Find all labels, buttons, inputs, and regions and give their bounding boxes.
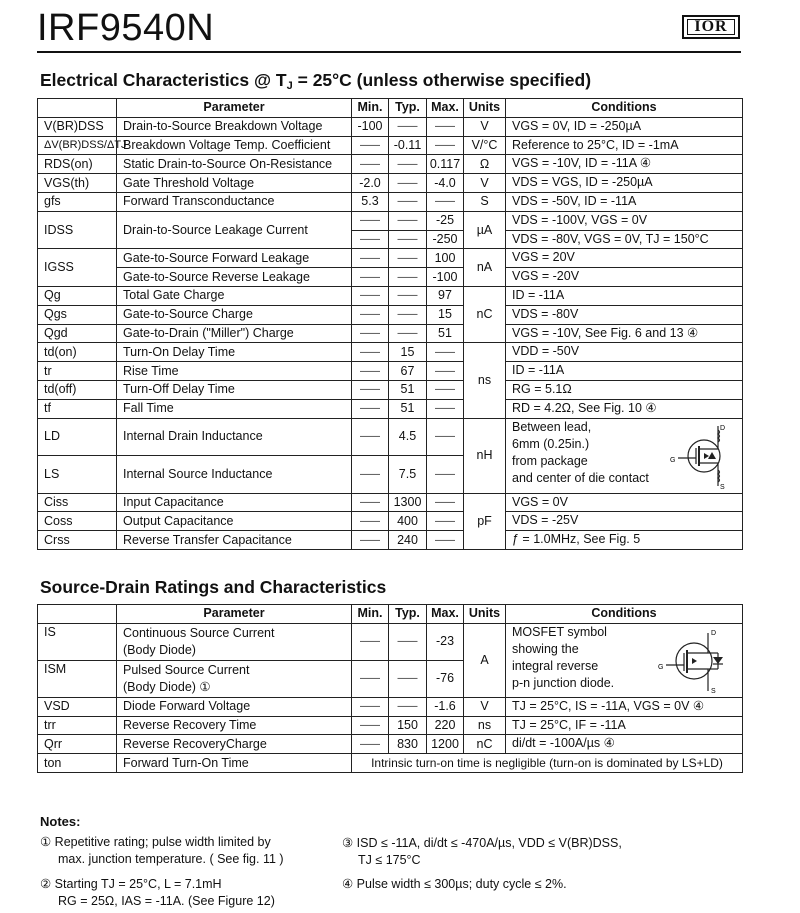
- table-row: [38, 493, 743, 512]
- max-value: ——: [427, 456, 464, 494]
- table-row: [38, 324, 743, 343]
- parameter: Rise Time: [117, 362, 352, 381]
- parameter: Reverse Transfer Capacitance: [117, 531, 352, 550]
- source-label: S: [720, 483, 725, 491]
- inductance-conditions: [506, 418, 743, 493]
- max-value: -25: [427, 211, 464, 230]
- units: V: [464, 174, 506, 193]
- condition-line: and center of die contact: [512, 470, 649, 485]
- max-value: -76: [427, 660, 464, 697]
- notes-title: Notes:: [40, 814, 81, 829]
- conditions: VGS = 20V: [506, 249, 743, 268]
- conditions: VGS = -10V, ID = -11A ④: [506, 155, 743, 174]
- electrical-section-title: Electrical Characteristics @ $T_J = 25^\circ C$ (unless otherwise specified): [40, 70, 592, 92]
- units: nC: [464, 735, 506, 754]
- table-row: [38, 623, 743, 660]
- min-value: ——: [352, 211, 389, 230]
- parameter: Breakdown Voltage Temp. Coefficient: [117, 136, 352, 155]
- table-header-row: [38, 99, 743, 118]
- symbol: ΔV(BR)DSS/ΔTJ: [38, 136, 117, 155]
- max-value: ——: [427, 380, 464, 399]
- table-row: [38, 754, 743, 773]
- typ-value: ——: [389, 192, 427, 211]
- symbol: VGS(th): [38, 174, 117, 193]
- typ-value: ——: [389, 174, 427, 193]
- ir-logo: [682, 15, 740, 39]
- note-1-line-2: max. junction temperature. ( See fig. 11 ): [58, 852, 284, 866]
- min-value: 5.3: [352, 192, 389, 211]
- parameter: Gate-to-Source Reverse Leakage: [117, 268, 352, 287]
- parameter: Internal Source Inductance: [117, 456, 352, 494]
- units: nA: [464, 249, 506, 287]
- parameter: Pulsed Source Current (Body Diode) ①: [117, 660, 352, 697]
- table-row: [38, 136, 743, 155]
- conditions: TJ = 25°C, IS = -11A, VGS = 0V ④: [506, 697, 743, 716]
- symbol: IGSS: [38, 249, 117, 287]
- max-value: 51: [427, 324, 464, 343]
- symbol: LD: [38, 418, 117, 456]
- parameter: Input Capacitance: [117, 493, 352, 512]
- table-row: [38, 286, 743, 305]
- table-row: [38, 697, 743, 716]
- min-value: -2.0: [352, 174, 389, 193]
- col-typ: Typ.: [389, 605, 427, 624]
- table-row: [38, 512, 743, 531]
- parameter: Drain-to-Source Leakage Current: [117, 211, 352, 249]
- conditions: di/dt = -100A/µs ④: [506, 735, 743, 754]
- symbol: IDSS: [38, 211, 117, 249]
- condition-line: integral reverse: [512, 658, 599, 673]
- typ-value: ——: [389, 249, 427, 268]
- min-value: ——: [352, 660, 389, 697]
- note-2-line-2: RG = 25Ω, IAS = -11A. (See Figure 12): [58, 894, 275, 908]
- note-1-line-1: ① Repetitive rating; pulse width limited by: [40, 835, 271, 849]
- conditions: VDS = -100V, VGS = 0V: [506, 211, 743, 230]
- conditions: VDS = VGS, ID = -250µA: [506, 174, 743, 193]
- table-row: [38, 362, 743, 381]
- parameter: Reverse Recovery Time: [117, 716, 352, 735]
- typ-value: 400: [389, 512, 427, 531]
- mosfet-body-diode-symbol-icon: [656, 627, 732, 695]
- source-label: S: [711, 687, 716, 695]
- table-row: [38, 268, 743, 287]
- typ-value: ——: [389, 324, 427, 343]
- max-value: 1200: [427, 735, 464, 754]
- units: V: [464, 117, 506, 136]
- units: A: [464, 623, 506, 697]
- symbol: LS: [38, 456, 117, 494]
- parameter: Reverse RecoveryCharge: [117, 735, 352, 754]
- max-value: 220: [427, 716, 464, 735]
- table-row: [38, 174, 743, 193]
- symbol: td(off): [38, 380, 117, 399]
- table-row: [38, 211, 743, 230]
- typ-value: 150: [389, 716, 427, 735]
- col-max: Max.: [427, 605, 464, 624]
- min-value: ——: [352, 286, 389, 305]
- min-value: ——: [352, 716, 389, 735]
- max-value: 15: [427, 305, 464, 324]
- symbol: td(on): [38, 343, 117, 362]
- min-value: ——: [352, 362, 389, 381]
- conditions: VDS = -50V, ID = -11A: [506, 192, 743, 211]
- col-typ: Typ.: [389, 99, 427, 118]
- condition-line: MOSFET symbol: [512, 624, 607, 639]
- symbol: V(BR)DSS: [38, 117, 117, 136]
- max-value: ——: [427, 192, 464, 211]
- typ-value: 1300: [389, 493, 427, 512]
- note-2-line-1: ② Starting TJ = 25°C, L = 7.1mH: [40, 877, 222, 891]
- conditions: ƒ = 1.0MHz, See Fig. 5: [506, 531, 743, 550]
- table-row: [38, 155, 743, 174]
- typ-value: ——: [389, 305, 427, 324]
- col-parameter: Parameter: [117, 605, 352, 624]
- table-row: [38, 343, 743, 362]
- units: pF: [464, 493, 506, 549]
- typ-value: 830: [389, 735, 427, 754]
- note-3-line-1: ③ ISD ≤ -11A, di/dt ≤ -470A/µs, VDD ≤ V(BR)DSS,: [342, 836, 622, 850]
- parameter: Gate Threshold Voltage: [117, 174, 352, 193]
- parameter: Gate-to-Drain ("Miller") Charge: [117, 324, 352, 343]
- table-row: [38, 192, 743, 211]
- min-value: ——: [352, 136, 389, 155]
- body-diode-conditions: [506, 623, 743, 697]
- parameter: Internal Drain Inductance: [117, 418, 352, 456]
- conditions: TJ = 25°C, IF = -11A: [506, 716, 743, 735]
- symbol: Crss: [38, 531, 117, 550]
- note-4: ④ Pulse width ≤ 300µs; duty cycle ≤ 2%.: [342, 877, 567, 891]
- parameter: Total Gate Charge: [117, 286, 352, 305]
- typ-value: ——: [389, 211, 427, 230]
- units: µA: [464, 211, 506, 249]
- min-value: ——: [352, 324, 389, 343]
- max-value: ——: [427, 343, 464, 362]
- conditions: RD = 4.2Ω, See Fig. 10 ④: [506, 399, 743, 418]
- typ-value: ——: [389, 697, 427, 716]
- typ-value: 51: [389, 399, 427, 418]
- typ-value: 4.5: [389, 418, 427, 456]
- symbol: IS: [38, 623, 117, 660]
- max-value: ——: [427, 117, 464, 136]
- typ-value: ——: [389, 155, 427, 174]
- max-value: ——: [427, 493, 464, 512]
- max-value: 97: [427, 286, 464, 305]
- parameter: Diode Forward Voltage: [117, 697, 352, 716]
- condition-line: Between lead,: [512, 419, 592, 434]
- min-value: ——: [352, 268, 389, 287]
- typ-value: 15: [389, 343, 427, 362]
- min-value: ——: [352, 305, 389, 324]
- parameter: Forward Transconductance: [117, 192, 352, 211]
- table-header-row: [38, 605, 743, 624]
- condition-line: p-n junction diode.: [512, 675, 615, 690]
- turn-on-note: Intrinsic turn-on time is negligible (turn-on is dominated by LS+LD): [352, 754, 743, 773]
- units: nH: [464, 418, 506, 493]
- gate-label: G: [658, 663, 664, 671]
- typ-value: ——: [389, 660, 427, 697]
- parameter: Drain-to-Source Breakdown Voltage: [117, 117, 352, 136]
- min-value: ——: [352, 418, 389, 456]
- symbol: ISM: [38, 660, 117, 697]
- symbol: Coss: [38, 512, 117, 531]
- parameter: Output Capacitance: [117, 512, 352, 531]
- symbol: Qgs: [38, 305, 117, 324]
- typ-value: ——: [389, 286, 427, 305]
- max-value: -1.6: [427, 697, 464, 716]
- parameter: Turn-On Delay Time: [117, 343, 352, 362]
- drain-label: D: [711, 629, 717, 637]
- max-value: ——: [427, 399, 464, 418]
- conditions: Reference to 25°C, ID = -1mA: [506, 136, 743, 155]
- units: Ω: [464, 155, 506, 174]
- max-value: ——: [427, 531, 464, 550]
- condition-line: from package: [512, 453, 588, 468]
- typ-value: -0.11: [389, 136, 427, 155]
- conditions: RG = 5.1Ω: [506, 380, 743, 399]
- parameter: Gate-to-Source Charge: [117, 305, 352, 324]
- min-value: ——: [352, 456, 389, 494]
- min-value: ——: [352, 531, 389, 550]
- max-value: 100: [427, 249, 464, 268]
- units: ns: [464, 716, 506, 735]
- symbol: Qrr: [38, 735, 117, 754]
- table-row: [38, 531, 743, 550]
- max-value: ——: [427, 136, 464, 155]
- min-value: ——: [352, 697, 389, 716]
- conditions: VGS = 0V, ID = -250µA: [506, 117, 743, 136]
- min-value: ——: [352, 623, 389, 660]
- source-drain-section-title: Source-Drain Ratings and Characteristics: [40, 577, 387, 597]
- mosfet-inductance-symbol-icon: [668, 422, 734, 490]
- max-value: -100: [427, 268, 464, 287]
- condition-line: showing the: [512, 641, 579, 656]
- col-conditions: Conditions: [506, 605, 743, 624]
- table-row: [38, 117, 743, 136]
- part-number-title: IRF9540N: [37, 7, 215, 49]
- electrical-table: [37, 98, 743, 550]
- symbol: tr: [38, 362, 117, 381]
- table-row: [38, 399, 743, 418]
- col-parameter: Parameter: [117, 99, 352, 118]
- conditions: ID = -11A: [506, 286, 743, 305]
- units: S: [464, 192, 506, 211]
- symbol: Qg: [38, 286, 117, 305]
- col-units: Units: [464, 99, 506, 118]
- max-value: 0.117: [427, 155, 464, 174]
- symbol: RDS(on): [38, 155, 117, 174]
- max-value: -250: [427, 230, 464, 249]
- min-value: ——: [352, 155, 389, 174]
- max-value: ——: [427, 512, 464, 531]
- col-min: Min.: [352, 99, 389, 118]
- typ-value: ——: [389, 117, 427, 136]
- parameter: Gate-to-Source Forward Leakage: [117, 249, 352, 268]
- symbol: gfs: [38, 192, 117, 211]
- table-row: [38, 380, 743, 399]
- conditions: ID = -11A: [506, 362, 743, 381]
- max-value: ——: [427, 362, 464, 381]
- table-row: [38, 418, 743, 456]
- units: nC: [464, 286, 506, 342]
- min-value: ——: [352, 493, 389, 512]
- col-min: Min.: [352, 605, 389, 624]
- conditions: VDS = -80V, VGS = 0V, TJ = 150°C: [506, 230, 743, 249]
- typ-value: ——: [389, 230, 427, 249]
- typ-value: ——: [389, 268, 427, 287]
- table-row: [38, 716, 743, 735]
- header-divider: [37, 51, 741, 53]
- parameter: Static Drain-to-Source On-Resistance: [117, 155, 352, 174]
- parameter: Fall Time: [117, 399, 352, 418]
- table-row: [38, 305, 743, 324]
- typ-value: 67: [389, 362, 427, 381]
- condition-line: 6mm (0.25in.): [512, 436, 590, 451]
- units: V: [464, 697, 506, 716]
- symbol: tf: [38, 399, 117, 418]
- typ-value: 7.5: [389, 456, 427, 494]
- symbol: trr: [38, 716, 117, 735]
- conditions: VDD = -50V: [506, 343, 743, 362]
- units: V/°C: [464, 136, 506, 155]
- symbol: VSD: [38, 697, 117, 716]
- max-value: ——: [427, 418, 464, 456]
- typ-value: 240: [389, 531, 427, 550]
- conditions: VDS = -80V: [506, 305, 743, 324]
- table-row: [38, 249, 743, 268]
- parameter: Forward Turn-On Time: [117, 754, 352, 773]
- parameter: Turn-Off Delay Time: [117, 380, 352, 399]
- parameter: Continuous Source Current (Body Diode): [117, 623, 352, 660]
- typ-value: 51: [389, 380, 427, 399]
- symbol: Ciss: [38, 493, 117, 512]
- max-value: -4.0: [427, 174, 464, 193]
- gate-label: G: [670, 456, 676, 464]
- conditions: VGS = -10V, See Fig. 6 and 13 ④: [506, 324, 743, 343]
- units: ns: [464, 343, 506, 418]
- symbol: Qgd: [38, 324, 117, 343]
- max-value: -23: [427, 623, 464, 660]
- min-value: ——: [352, 380, 389, 399]
- symbol: ton: [38, 754, 117, 773]
- min-value: -100: [352, 117, 389, 136]
- min-value: ——: [352, 249, 389, 268]
- source-drain-table: [37, 604, 743, 773]
- conditions: VGS = -20V: [506, 268, 743, 287]
- min-value: ——: [352, 735, 389, 754]
- logo-text: IOR: [687, 19, 735, 35]
- conditions: VGS = 0V: [506, 493, 743, 512]
- conditions: VDS = -25V: [506, 512, 743, 531]
- drain-label: D: [720, 424, 726, 432]
- col-conditions: Conditions: [506, 99, 743, 118]
- typ-value: ——: [389, 623, 427, 660]
- min-value: ——: [352, 230, 389, 249]
- min-value: ——: [352, 343, 389, 362]
- min-value: ——: [352, 512, 389, 531]
- col-units: Units: [464, 605, 506, 624]
- min-value: ——: [352, 399, 389, 418]
- col-max: Max.: [427, 99, 464, 118]
- note-3-line-2: TJ ≤ 175°C: [358, 853, 421, 867]
- table-row: [38, 735, 743, 754]
